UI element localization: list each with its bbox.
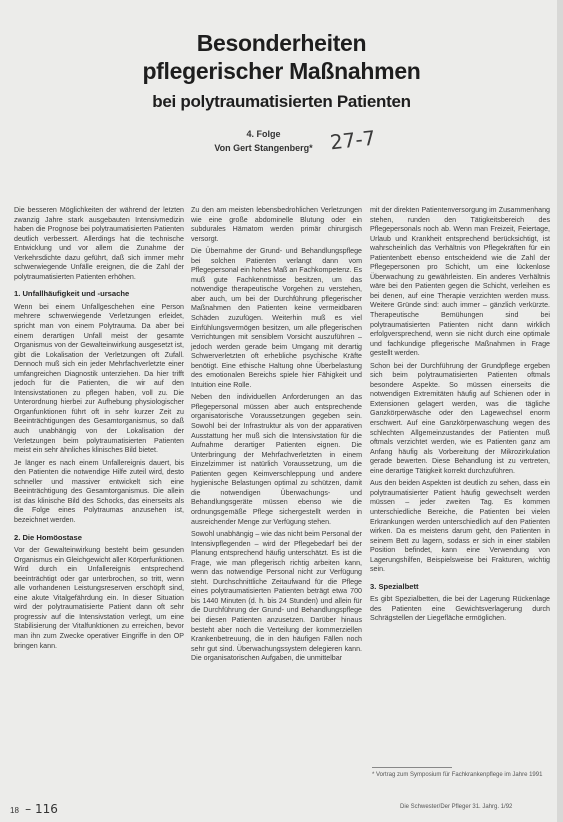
intro-paragraph: Die besseren Möglichkeiten der während der letzten zwanzig Jahre stark ausgebauten Intensivmedizin haben die Prognose bei polytraumatisierten Patienten deutlich verbessert. Allerdings hat die technische Entwicklung und vor allem die Zunahme der Verkehrsdichte dazu geführt, daß sich immer mehr schwerwiegende Unfälle ereignen, die die Zahl der polytraumatisierten Patienten erhöhen. <box>14 206 184 281</box>
handwritten-note: 27-7 <box>328 125 377 155</box>
paragraph: Sowohl unabhängig – wie das nicht beim Personal der Intensivpflegenden – wird der Pflegebedarf bei der Planung entsprechend häufig unterschätzt. Es ist die Frage, wie man pflegerisch richtig arbeiten kann, wenn das notwendige Personal nicht zur Verfügung steht. Durchschnittliche Zeitaufwand für die Pflege eines polytraumatisierten Patienten beträgt etwa 700 bis 1440 Minuten (d. h. bis 24 Stunden) und allein für die Durchführung der Grund- und Behandlungspflege bei diesen Patienten anzusetzen. Darüber hinaus besteht aber noch die Verteilung der kommerziellen Krankenbetreuung, die in den häufigen Fällen noch sehr gut sind. Überwachungssystem delegieren kann. Die organisatorischen Aufgaben, die unmittelbar <box>191 530 362 663</box>
author-line: Von Gert Stangenberg* <box>214 143 313 153</box>
paragraph: Es gibt Spezialbetten, die bei der Lagerung Rückenlage des Patienten eine Gewichtsverlagerung durch Schrägstellen der Liegefläche ermöglichen. <box>370 595 550 623</box>
text-column-1 <box>14 206 184 654</box>
text-column-2 <box>191 206 362 667</box>
handwritten-page-number: – 116 <box>25 802 58 816</box>
journal-reference: Die Schwester/Der Pfleger 31. Jahrg. 1/92 <box>400 804 513 810</box>
paragraph: Die Übernahme der Grund- und Behandlungspflege bei solchen Patienten verlangt dann vom Pflegepersonal ein hohes Maß an Fachkompetenz. Es muß gute Fachkenntnisse besitzen, um das notwendige therapeutische Vorgehen zu verstehen, aber auch, um bei der Durchführung pflegerischer Maßnahmen den Patienten keine vermeidbaren Schäden zuzufügen. Weiterhin muß es viel Einfühlungsvermögen besitzen, um alle pflegerischen Verrichtungen mit sensiblem Vorsicht auszuführen – jedoch werden gerade beim Umgang mit derartig Schwerverletzten oft erhebliche psychische Kräfte benötigt. Eine ethische Haltung ohne Überbelastung des emotionalen Bereichs spiele hier Fähigkeit und Intuition eine Rolle. <box>191 247 362 389</box>
page-number: 18 <box>10 806 19 815</box>
paragraph: Je länger es nach einem Unfallereignis dauert, bis den Patienten die notwendige Hilfe zuteil wird, desto schneller und massiver entwickelt sich eine Beeinträchtigung des Gesamtorganismus. Die allein ist das klinische Bild des Schocks, das einerseits als die Folge eines Polytraumas anzusehen ist, bezeichnet werden. <box>14 458 184 524</box>
paragraph: Wenn bei einem Unfallgeschehen eine Person mehrere schwerwiegende Verletzungen erleidet, spricht man von einem Polytrauma. Da aber bei einem derartigen Unfall meist der gesamte Organismus von der Gewalteinwirkung ausgesetzt ist, gibt die Lokalisation der Verletzungen oft Zufall. Dennoch muß sich ein jeder Mehrfachverletzte einer umfangreichen Diagnostik unterziehen. Da hier trifft jedoch für die Patienten, die wir auf den Intensivstationen zu pflegen haben, voll zu. Die Unterordnung hierbei zur Aufhebung physiologischer Organfunktionen führt oft in sehr kurzer Zeit zu Beeinträchtigungen des Gesamtorganismus, so daß auch unabhängig von der Lokalisation der Verletzungen beim polytraumatisierten Patienten meist ein sehr ähnliches klinisches Bild bietet. <box>14 302 184 455</box>
page-footer <box>10 802 58 816</box>
series-label: 4. Folge <box>246 129 281 139</box>
subtitle: bei polytraumatisierten Patienten <box>152 92 411 111</box>
section-heading-2: 2. Die Homöostase <box>14 532 82 542</box>
paragraph: mit der direkten Patientenversorgung im Zusammenhang stehen, runden den Tätigkeitsbereich des Pflegepersonals noch ab. Wenn man Freizeit, Feiertage, Urlaub und Krankheit entsprechend berücksichtigt, ist wahrscheinlich das Verhältnis von Pflegekräften für ein Patientenbett ebenso entscheidend wie die Zahl der Pflegepersonen pro Schicht, um eine lückenlose Überwachung zu gewährleisten. Ein anderes Verhältnis wäre bei den Patienten gegen die Schicht, verleihen es bei denen, auf eine Therapie verzichten werden muss. Weitere Gründe sind: auch immer – gänzlich verkürzte. Therapeutische Bemühungen sind bei polytraumatisierten Patienten nicht dann wirklich erfolgversprechend, wenn sie nicht durch eine optimale und fachkundige pflegerische Maßnahmen in Frage gestellt werden. <box>370 206 550 358</box>
section-heading-1: 1. Unfallhäufigkeit und -ursache <box>14 289 130 299</box>
section-heading-3: 3. Spezialbett <box>370 581 419 591</box>
paragraph: Schon bei der Durchführung der Grundpflege ergeben sich beim polytraumatisierten Patienten oftmals besondere Aspekte. So müssen einerseits die notwendigen Extremitäten häufig auf Schienen oder in Extensionen gelagert werden, was die tägliche Ganzkörperwäsche oder den Lagewechsel enorm erschwert. Auf eine Ganzkörperwaschung wegen des schlechten Allgemeinzustandes der Patienten muß oftmals verzichtet werden, wie es Patienten ganz am Anfang häufig als Vorbereitung der Mikrozirkulation gerade bewerten. Diese Behandlung ist zu vertreten, eine derartige Tätigkeit korrekt durchzuführen. <box>370 361 550 475</box>
paragraph: Aus den beiden Aspekten ist deutlich zu sehen, dass ein polytraumatisierter Patient häufig gewechselt werden müssen – jeder zweiten Tag. Es kommen unterschiedliche Bereiche, die Patienten bei vielen Erkrankungen werden unterschiedlich auf den Patienten wirken. Da es meistens darum geht, den Patienten in seinem Bett zu lagern, sodass er sich in einer stabilen Position befindet, kann eine Verwendung von Lagerungshilfen, Beispielsweise bei Frakturen, wichtig sein. <box>370 479 550 574</box>
title-line-1: Besonderheiten <box>196 30 367 56</box>
scan-edge <box>557 0 563 822</box>
title-line-2: pflegerischer Maßnahmen <box>142 58 421 84</box>
text-column-3 <box>370 206 550 627</box>
footnote: * Vortrag zum Symposium für Fachkrankenpflege im Jahre 1991 <box>372 772 543 778</box>
paragraph: Zu den am meisten lebensbedrohlichen Verletzungen wie eine große abdominelle Blutung oder ein subdurales Hämatom werden primär chirurgisch versorgt. <box>191 206 362 243</box>
footnote-rule <box>372 767 452 768</box>
paragraph: Neben den individuellen Anforderungen an das Pflegepersonal müssen aber auch entsprechende organisatorische Voraussetzungen gegeben sein. Sowohl bei der Infrastruktur als von der apparativen Ausstattung her muß sich die Intensivstation für die Aufnahme derartiger Patienten eignen. Die Unterbringung der Mehrfachverletzten in einem Einzelzimmer ist natürlich Voraussetzung, um die Patienten gegen Keimverschleppung und andere hygienische Belastungen optimal zu schützen, damit die notwendigen Überwachungs- und Behandlungsgeräte müssen ebenso wie die ordnungsgemäße Pflege sichergestellt werden in ausreichender Menge zur Verfügung stehen. <box>191 393 362 526</box>
paragraph: Vor der Gewalteinwirkung besteht beim gesunden Organismus ein Gleichgewicht aller Körperfunktionen. Wird durch ein Unfallereignis entsprechend beeinträchtigt oder gar unterbrochen, so tritt, wenn alle vorhandenen Leistungsreserven erschöpft sind, eine akute Vitalgefährdung ein. In dieser Situation wird der polytraumatisierte Patient dann oft sehr progressiv auf die Intensivstation verlegt, um eine Stabilisierung der Vitalfunktionen zu erreichen, bevor man ihn zum Zwecke operativer Eingriffe in den OP bringen kann. <box>14 546 184 650</box>
